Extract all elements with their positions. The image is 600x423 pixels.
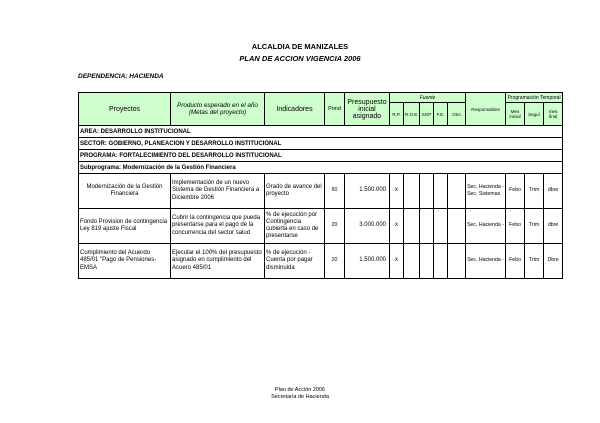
section-sector-label: SECTOR: GOBIERNO, PLANEACION Y DESARROLLO INSTITUCIONAL	[79, 138, 563, 150]
dependencia-label: DEPENDENCIA: HACIENDA	[78, 73, 164, 80]
mes-inicial-cell: Febo	[506, 174, 525, 209]
section-sector	[79, 138, 563, 150]
document-title: ALCALDIA DE MANIZALES	[251, 42, 349, 51]
fuente-rp-cell: x	[390, 244, 404, 279]
table-row	[79, 174, 563, 209]
proyecto-cell: Cumplimiento del Acuerdo 485/01 "Pago de Pensiones-EMSA	[79, 244, 171, 279]
table-row	[79, 244, 563, 279]
col-responsables: Responsables	[466, 93, 506, 126]
pond-cell: 20	[325, 209, 345, 244]
fuente-roe-cell	[404, 174, 420, 209]
table-row	[79, 209, 563, 244]
header-row	[79, 93, 563, 103]
segui-cell: Trim	[525, 174, 544, 209]
fuente-fe-cell	[434, 174, 448, 209]
fuente-sgp-cell	[420, 209, 434, 244]
page-footer	[0, 387, 600, 401]
fuente-sgp-cell	[420, 244, 434, 279]
section-programa	[79, 150, 563, 162]
indicador-cell: Grado de avance del proyecto	[265, 174, 325, 209]
section-programa-label: PROGRAMA: FORTALECIMIENTO DEL DESARROLLO INSTITUCIONAL	[79, 150, 563, 162]
mes-final-cell: dbre	[544, 209, 563, 244]
proyecto-cell: Modernización de la Gestión Financiera	[79, 174, 171, 209]
col-mes-inicial: Mes inicial	[506, 103, 525, 126]
fuente-otro-cell	[448, 244, 466, 279]
mes-final-cell: Dbre	[544, 244, 563, 279]
responsable-cell: Sec. Hacienda -	[466, 244, 506, 279]
segui-cell: Trim	[525, 209, 544, 244]
document-subtitle: PLAN DE ACCION VIGENCIA 2006	[239, 54, 361, 63]
producto-cell: Cubrir la contingencia que pueda presentarse para el pago de la concurrencia del sector salud	[171, 209, 265, 244]
col-fuente: Fuente	[390, 93, 466, 103]
fuente-otro-cell	[448, 174, 466, 209]
presupuesto-cell: 1.500.000	[345, 244, 390, 279]
segui-cell: Trim	[525, 244, 544, 279]
footer-line-2: Secretaría de Hacienda	[271, 394, 329, 400]
section-subprograma-label: Subprograma: Modernización de la Gestión Financiera	[79, 162, 563, 174]
fuente-rp-cell: x	[390, 209, 404, 244]
col-segui: Seguí	[525, 103, 544, 126]
col-indicadores: Indicadores	[265, 93, 325, 126]
col-mes-final: mes final	[544, 103, 563, 126]
presupuesto-cell: 3.000.000	[345, 209, 390, 244]
footer-line-1: Plan de Acción 2006	[274, 387, 326, 393]
col-presupuesto: Presupuesto inicial asignado	[345, 93, 390, 126]
fuente-roe-cell	[404, 209, 420, 244]
fuente-sgp-cell	[420, 174, 434, 209]
col-fuente-sgp: SGP	[420, 103, 434, 126]
pond-cell: 60	[325, 174, 345, 209]
producto-cell: Ejecutar el 100% del presupuesto asignado en cumplimiento del Acuero 485/01	[171, 244, 265, 279]
col-programacion: Programación Temporal	[506, 93, 563, 103]
proyecto-cell: Fondo Provision de contingencia Ley 819 ajuste Fiscal	[79, 209, 171, 244]
producto-cell: Implementación de un nuevo Sistema de Gestión Financiera a Diciembre 2006	[171, 174, 265, 209]
pond-cell: 20	[325, 244, 345, 279]
col-producto: Producto esperado en el año (Metas del proyecto)	[171, 93, 265, 126]
indicador-cell: % de ejecución - Cuenta por pagar disminuida	[265, 244, 325, 279]
section-area-label: AREA: DESARROLLO INSTITUCIONAL	[79, 126, 563, 138]
col-fuente-otro: Otro	[448, 103, 466, 126]
fuente-fe-cell	[434, 244, 448, 279]
fuente-rp-cell: x	[390, 174, 404, 209]
fuente-fe-cell	[434, 209, 448, 244]
responsable-cell: Sec. Hacienda -	[466, 209, 506, 244]
responsable-cell: Sec. Hacienda - Sec. Sistemas	[466, 174, 506, 209]
section-area	[79, 126, 563, 138]
mes-final-cell: dbre	[544, 174, 563, 209]
mes-inicial-cell: Febo	[506, 244, 525, 279]
section-subprograma	[79, 162, 563, 174]
col-fuente-rp: R.P.	[390, 103, 404, 126]
presupuesto-cell: 1.500.000	[345, 174, 390, 209]
plan-table	[78, 92, 563, 279]
col-fuente-fe: F.E.	[434, 103, 448, 126]
mes-inicial-cell: Febo	[506, 209, 525, 244]
indicador-cell: % de ejecución por Contingencia cubierta en caso de presentarse	[265, 209, 325, 244]
col-proyectos: Proyectos	[79, 93, 171, 126]
fuente-roe-cell	[404, 244, 420, 279]
col-fuente-roe: R.O.E.	[404, 103, 420, 126]
fuente-otro-cell	[448, 209, 466, 244]
col-pond: Pond	[325, 93, 345, 126]
